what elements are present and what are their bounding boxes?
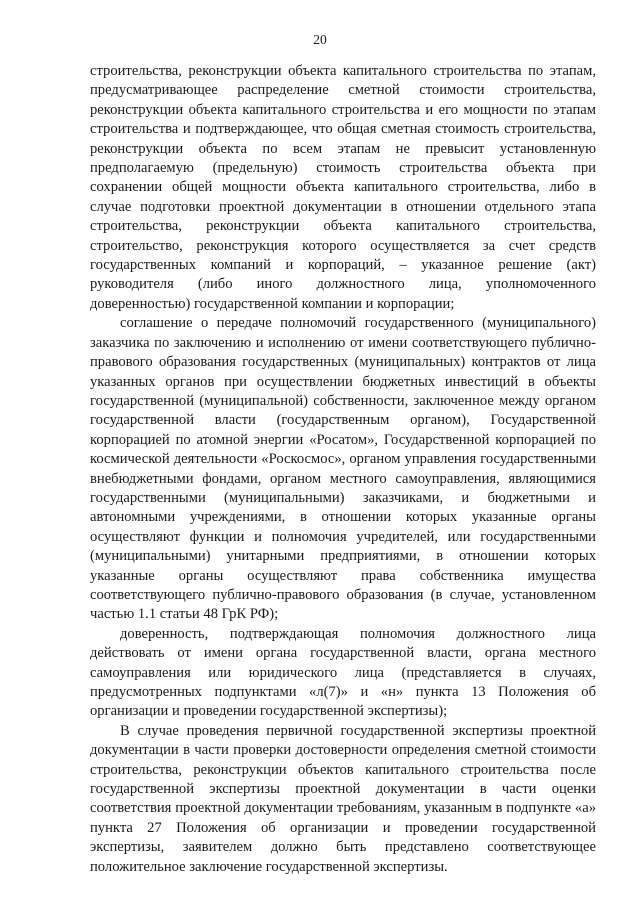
paragraph-3: доверенность, подтверждающая полномочия должностного лица действовать от имени органа государственной власти, органа местного самоуправления или юридического лица (представляется в случаях, предусмотренных подпунктами «л(7)» и «н» пункта 13 Положения об организации и проведении государственной экспертизы); <box>90 625 596 720</box>
paragraph-2: соглашение о передаче полномочий государственного (муниципального) заказчика по заключению и исполнению от имени соответствующего публично-правового образования государственных (муниципальных) контрактов от лица указанных органов при осуществлении бюджетных инвестиций в объекты государственной (муниципальной) собственности, заключенное между органом государственной власти (государственным органом), Государственной корпорацией по атомной энергии «Росатом», Государственной корпорацией по космической деятельности «Роскосмос», органом управления государственными внебюджетными фондами, органом местного самоуправления, являющимися государственными (муниципальными) заказчиками, и бюджетными и автономными учреждениями, в отношении которых указанные органы осуществляют функции и полномочия учредителей, или государственными (муниципальными) унитарными предприятиями, в отношении которых указанные органы осуществляют права собственника имущества соответствующего публично-правового образования (в случае, установленном частью 1.1 статьи 48 ГрК РФ); <box>90 315 596 623</box>
page-number: 20 <box>313 32 327 47</box>
paragraph-1: строительства, реконструкции объекта капитального строительства по этапам, предусматривающее распределение сметной стоимости строительства, реконструкции объекта капитального строительства и его мощности по этапам строительства и подтверждающее, что общая сметная стоимость строительства, реконструкции объекта по всем этапам не превысит установленную предполагаемую (предельную) стоимость строительства объекта при сохранении общей мощности объекта капитального строительства, либо в случае подготовки проектной документации в отношении отдельного этапа строительства, реконструкции объекта капитального строительства, строительство, реконструкция которого осуществляется за счет средств государственных компаний и корпораций, – указанное решение (акт) руководителя (либо иного должностного лица, уполномоченного доверенностью) государственной компании и корпорации; <box>90 63 596 312</box>
paragraph-4: В случае проведения первичной государственной экспертизы проектной документации в части проверки достоверности определения сметной стоимости строительства, реконструкции объектов капитального строительства после государственной экспертизы проектной документации в части оценки соответствия проектной документации требованиям, указанным в подпункте «а» пункта 27 Положения об организации и проведении государственной экспертизы, заявителем должно быть представлено соответствующее положительное заключение государственной экспертизы. <box>90 722 596 875</box>
document-body <box>90 62 596 877</box>
